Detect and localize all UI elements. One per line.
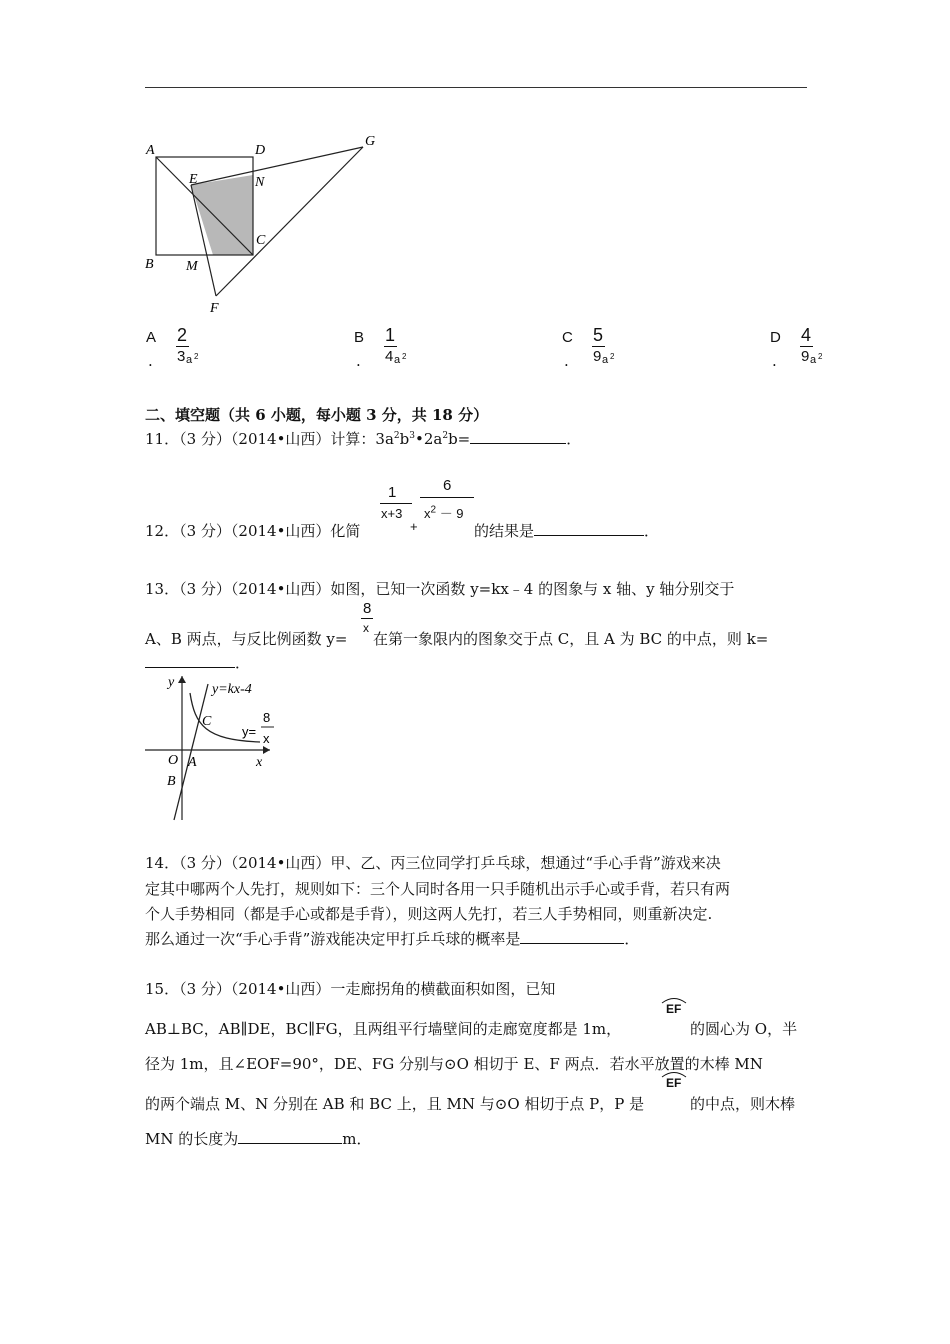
- q13-line1: 13．（3 分）（2014•山西）如图，已知一次函数 y=kx﹣4 的图象与 x 轴、y 轴分别交于: [145, 580, 735, 598]
- fraction-bar: [800, 346, 813, 347]
- fraction-bar: [176, 346, 189, 347]
- label-E: E: [189, 172, 198, 187]
- option-exponent: 2: [818, 352, 823, 361]
- q14-line4: [145, 928, 639, 949]
- q14-line4-text: 那么通过一次“手心手背”游戏能决定甲打乒乓球的概率是: [145, 930, 521, 948]
- option-A: [146, 326, 226, 374]
- option-numerator: 4: [801, 325, 812, 345]
- curve-label-num: 8: [263, 710, 271, 725]
- q11-mid3: b=: [448, 430, 471, 448]
- option-C: [562, 326, 642, 374]
- fraction-bar: [384, 346, 397, 347]
- q12-suffix: [474, 520, 659, 541]
- option-numerator: 5: [593, 325, 604, 345]
- option-dot: .: [772, 352, 777, 370]
- q15-line3: 径为 1m，且∠EOF=90°，DE、FG 分别与⊙O 相切于 E、F 两点．若水平放置的木棒 MN: [145, 1055, 763, 1073]
- option-letter: D: [770, 329, 781, 346]
- option-denominator: 9: [801, 348, 810, 365]
- q12-frac1-den: x+3: [381, 506, 403, 521]
- option-letter: B: [354, 329, 365, 346]
- option-denominator: 9: [593, 348, 602, 365]
- x-axis-arrow: [263, 746, 270, 754]
- option-variable: a: [602, 354, 609, 366]
- option-exponent: 2: [402, 352, 407, 361]
- option-B: [354, 326, 434, 374]
- curve-label-den: x: [263, 731, 270, 746]
- shaded-quadrilateral: [191, 175, 253, 255]
- q15-line2-a: AB⊥BC，AB∥DE，BC∥FG，且两组平行墙壁间的走廊宽度都是 1m，: [145, 1020, 622, 1038]
- q13-line2-b: 在第一象限内的图象交于点 C，且 A 为 BC 的中点，则 k=: [373, 630, 769, 648]
- option-letter: C: [562, 329, 573, 346]
- q14-line2: 定其中哪两个人先打，规则如下：三个人同时各用一只手随机出示手心或手背，若只有两: [145, 880, 731, 898]
- q12-den-rest: － 9: [439, 506, 464, 521]
- option-variable: a: [810, 354, 817, 366]
- arc-label: EF: [666, 1076, 682, 1090]
- square-figure: [140, 128, 390, 318]
- label-B: B: [145, 257, 154, 272]
- linear-function-line: [174, 684, 208, 820]
- option-D: [770, 326, 850, 374]
- q11-exp3: 2: [442, 431, 449, 441]
- option-variable: a: [394, 354, 401, 366]
- arc-label: EF: [666, 1002, 682, 1016]
- q15-line5: [145, 1128, 372, 1149]
- label-G: G: [365, 134, 376, 149]
- q15-line5-text: MN 的长度为: [145, 1130, 239, 1148]
- label-B: B: [167, 774, 176, 789]
- option-dot: .: [148, 352, 153, 370]
- q13-line3-end: ．: [235, 654, 251, 672]
- q12-suffix-end: ．: [644, 522, 660, 540]
- q15-line4-a: 的两个端点 M、N 分别在 AB 和 BC 上，且 MN 与⊙O 相切于点 P，P 是: [145, 1095, 645, 1113]
- q12-prefix: 12．（3 分）（2014•山西）化简: [145, 522, 361, 540]
- label-y: y: [168, 675, 175, 690]
- q13-frac-den: x: [363, 621, 369, 635]
- q11-suffix: ．: [566, 430, 582, 448]
- label-x: x: [256, 755, 263, 770]
- q12-frac1-num: 1: [388, 484, 397, 501]
- q12-frac2-den: [424, 503, 464, 522]
- q14-line1: 14．（3 分）（2014•山西）甲、乙、丙三位同学打乒乓球，想通过“手心手背”游戏来决: [145, 854, 721, 872]
- label-N: N: [255, 175, 265, 190]
- label-A: A: [188, 755, 197, 770]
- fraction-bar: [420, 497, 474, 498]
- q12-plus: +: [410, 519, 418, 534]
- q12-frac2-num: 6: [443, 477, 452, 494]
- q12-den-exp: 2: [430, 504, 437, 516]
- fraction-bar: [380, 503, 412, 504]
- q13-graph: [140, 670, 290, 830]
- label-F: F: [210, 301, 219, 316]
- option-exponent: 2: [194, 352, 199, 361]
- label-O: O: [168, 753, 179, 768]
- label-C: C: [202, 714, 212, 729]
- section-title: 二、填空题（共 6 小题，每小题 3 分，共 18 分）: [145, 406, 489, 424]
- label-A: A: [146, 143, 155, 158]
- q11-exp2: 3: [409, 431, 415, 441]
- y-axis-arrow: [178, 676, 186, 683]
- option-letter: A: [146, 329, 157, 346]
- option-dot: .: [564, 352, 569, 370]
- option-numerator: 2: [177, 325, 188, 345]
- option-exponent: 2: [610, 352, 615, 361]
- q12-den-var: x: [424, 506, 431, 521]
- q13-frac-num: 8: [363, 600, 372, 617]
- q15-line4-b: 的中点，则木棒: [690, 1095, 796, 1113]
- label-C: C: [256, 233, 266, 248]
- label-line: y=kx-4: [212, 682, 252, 697]
- label-M: M: [186, 259, 198, 274]
- q15-line5-end: m．: [342, 1130, 372, 1148]
- option-denominator: 3: [177, 348, 186, 365]
- q11-exp1: 2: [393, 431, 400, 441]
- q15-line2-b: 的圆心为 O，半: [690, 1020, 798, 1038]
- q15-line1: 15．（3 分）（2014•山西）一走廊拐角的横截面积如图，已知: [145, 980, 556, 998]
- q11-mid1: b: [399, 430, 410, 448]
- fraction-bar: [361, 618, 373, 619]
- q14-line3: 个人手势相同（都是手心或都是手背），则这两人先打，若三人手势相同，则重新决定.: [145, 905, 713, 923]
- option-variable: a: [186, 354, 193, 366]
- q11-prefix: 11．（3 分）（2014•山西）计算：3a: [145, 430, 394, 448]
- option-denominator: 4: [385, 348, 394, 365]
- q13-line2-a: A、B 两点，与反比例函数 y=: [145, 630, 348, 648]
- option-numerator: 1: [385, 325, 396, 345]
- q14-line4-end: ．: [624, 930, 640, 948]
- answer-blank[interactable]: [145, 653, 235, 668]
- label-D: D: [255, 143, 266, 158]
- answer-blank[interactable]: [520, 929, 624, 944]
- curve-label-prefix: y=: [242, 724, 257, 739]
- segment-EG: [191, 147, 363, 185]
- answer-blank[interactable]: [534, 521, 644, 536]
- q11-mid2: •2a: [415, 430, 443, 448]
- fraction-bar: [592, 346, 605, 347]
- q12-suffix-text: 的结果是: [474, 522, 535, 540]
- answer-blank[interactable]: [238, 1129, 342, 1144]
- answer-blank[interactable]: [470, 429, 566, 444]
- header-rule: [145, 87, 807, 88]
- question-11: [145, 428, 581, 449]
- option-dot: .: [356, 352, 361, 370]
